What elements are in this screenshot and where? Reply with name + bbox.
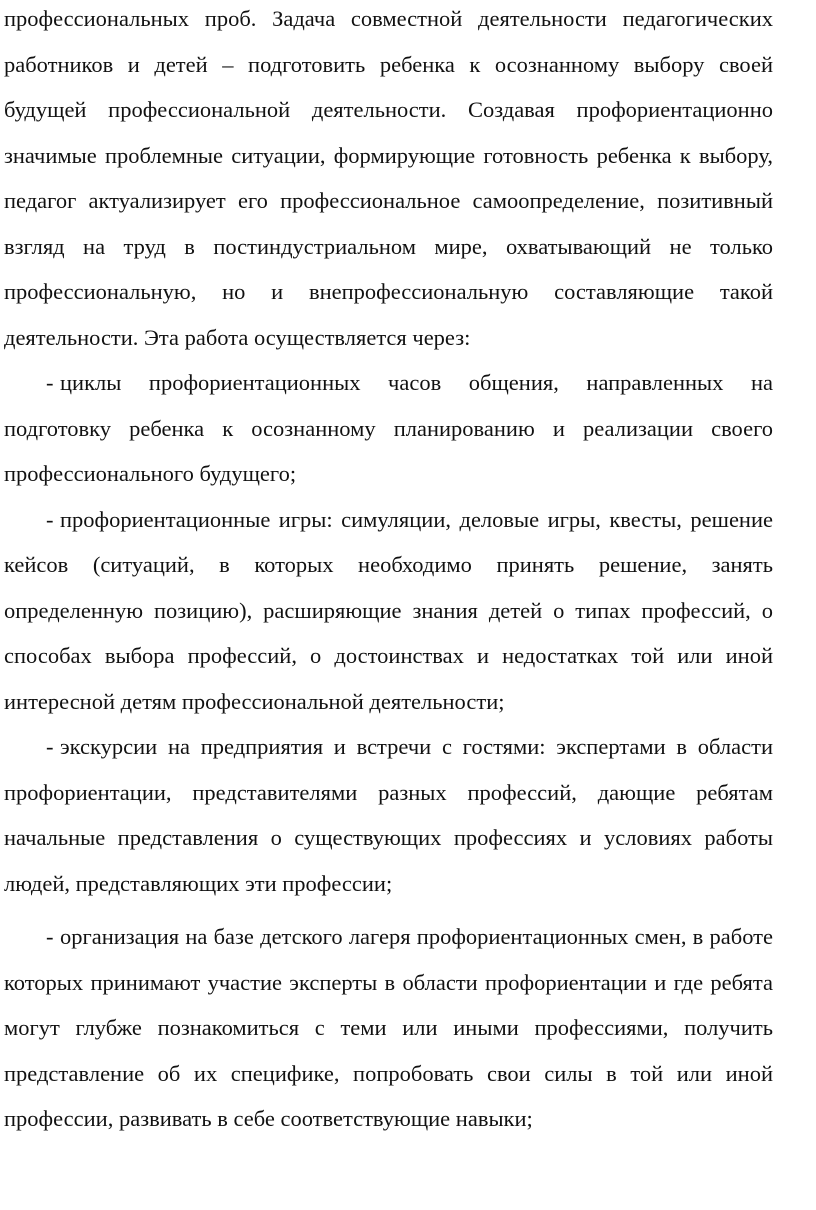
bullet-dash: -	[46, 734, 54, 759]
list-item	[4, 914, 773, 1142]
list-item-text: экскурсии на предприятия и встречи с гостями: экспертами в области профориентации, представителями разных профессий, дающие ребятам начальные представления о существующих профессиях и условиях работы людей, представляющих эти профессии;	[4, 734, 773, 896]
intro-paragraph: профессиональных проб. Задача совместной деятельности педагогических работников и детей – подготовить ребенка к осознанному выбору своей будущей профессиональной деятельности. Создавая профориентационно значимые проблемные ситуации, формирующие готовность ребенка к выбору, педагог актуализирует его профессиональное самоопределение, позитивный взгляд на труд в постиндустриальном мире, охватывающий не только профессиональную, но и внепрофессиональную составляющие такой деятельности. Эта работа осуществляется через:	[4, 6, 773, 350]
bullet-dash: -	[46, 506, 54, 532]
list-item	[4, 724, 773, 906]
bullet-dash: -	[46, 924, 54, 949]
bullet-dash: -	[46, 370, 54, 395]
list-item-text: циклы профориентационных часов общения, направленных на подготовку ребенка к осознанному планированию и реализации своего профессионального будущего;	[4, 370, 773, 486]
list-item	[4, 497, 773, 725]
list-item-text: профориентационные игры: симуляции, деловые игры, квесты, решение кейсов (ситуаций, в которых необходимо принять решение, занять определенную позицию), расширяющие знания детей о типах профессий, о способах выбора профессий, о достоинствах и недостатках той или иной интересной детям профессиональной деятельности;	[4, 506, 773, 714]
list-item-text: организация на базе детского лагеря профориентационных смен, в работе которых принимают участие эксперты в области профориентации и где ребята могут глубже познакомиться с теми или иными профессиями, получить представление об их специфике, попробовать свои силы в той или иной профессии, развивать в себе соответствующие навыки;	[4, 924, 773, 1131]
list-item	[4, 360, 773, 497]
